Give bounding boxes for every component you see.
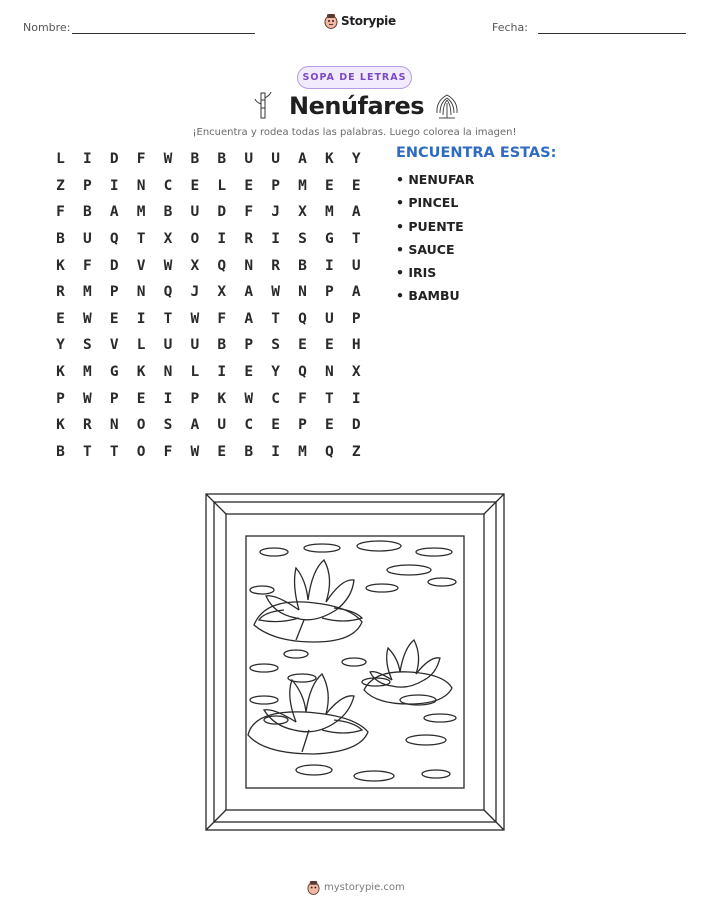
grid-letter[interactable]: L xyxy=(217,177,227,194)
grid-letter[interactable]: B xyxy=(217,337,227,354)
grid-letter[interactable]: C xyxy=(244,417,254,434)
word-item: • BAMBU xyxy=(396,288,460,304)
grid-letter[interactable]: J xyxy=(190,284,200,301)
grid-letter[interactable]: A xyxy=(351,204,361,221)
grid-letter[interactable]: I xyxy=(324,257,334,274)
grid-letter[interactable]: K xyxy=(324,151,334,168)
grid-letter[interactable]: T xyxy=(136,231,146,248)
grid-letter[interactable]: A xyxy=(190,417,200,434)
mascot-icon xyxy=(307,880,320,895)
grid-letter[interactable]: X xyxy=(298,204,307,221)
grid-letter[interactable]: E xyxy=(351,177,361,194)
grid-letter[interactable]: E xyxy=(244,177,254,194)
grid-letter[interactable]: E xyxy=(298,337,307,354)
grid-letter[interactable]: P xyxy=(298,417,307,434)
grid-letter[interactable]: P xyxy=(82,177,92,194)
grid-letter[interactable]: E xyxy=(190,177,200,194)
grid-letter[interactable]: W xyxy=(190,310,200,327)
grid-letter[interactable]: F xyxy=(244,204,254,221)
grid-letter[interactable]: N xyxy=(109,417,119,434)
grid-letter[interactable]: K xyxy=(56,257,65,274)
footer-url[interactable]: mystorypie.com xyxy=(324,882,405,893)
page-title: Nenúfares xyxy=(289,92,425,120)
grid-letter[interactable]: Y xyxy=(56,337,65,354)
grid-letter[interactable]: U xyxy=(244,151,254,168)
grid-letter[interactable]: C xyxy=(163,177,173,194)
grid-letter[interactable]: F xyxy=(298,390,307,407)
grid-letter[interactable]: P xyxy=(271,177,280,194)
date-field-line[interactable] xyxy=(538,33,686,34)
grid-letter[interactable]: E xyxy=(56,310,65,327)
grid-letter[interactable]: M xyxy=(136,204,146,221)
grid-letter[interactable]: A xyxy=(244,310,254,327)
grid-letter[interactable]: G xyxy=(324,231,334,248)
grid-letter[interactable]: Z xyxy=(56,177,65,194)
grid-letter[interactable]: R xyxy=(244,231,254,248)
grid-letter[interactable]: U xyxy=(190,204,200,221)
grid-letter[interactable]: E xyxy=(109,310,119,327)
grid-letter[interactable]: P xyxy=(109,390,119,407)
grid-letter[interactable]: I xyxy=(109,177,119,194)
grid-letter[interactable]: W xyxy=(271,284,280,301)
grid-letter[interactable]: T xyxy=(271,310,280,327)
grid-letter[interactable]: F xyxy=(136,151,146,168)
grid-row xyxy=(47,252,370,279)
grid-letter[interactable]: E xyxy=(324,177,334,194)
grid-row xyxy=(47,412,370,439)
grid-letter[interactable]: B xyxy=(56,231,65,248)
word-item: • NENUFAR xyxy=(396,172,475,187)
grid-letter[interactable]: Q xyxy=(217,257,227,274)
grid-letter[interactable]: O xyxy=(190,231,200,248)
grid-letter[interactable]: Q xyxy=(324,443,334,460)
name-field-line[interactable] xyxy=(72,33,255,34)
grid-letter[interactable]: W xyxy=(82,390,92,407)
name-label: Nombre: xyxy=(23,21,71,34)
grid-letter[interactable]: K xyxy=(56,364,65,381)
grid-letter[interactable]: L xyxy=(56,151,65,168)
grid-letter[interactable]: N xyxy=(324,364,334,381)
grid-letter[interactable]: V xyxy=(109,337,119,354)
grid-letter[interactable]: U xyxy=(163,337,173,354)
grid-letter[interactable]: I xyxy=(217,364,227,381)
grid-letter[interactable]: X xyxy=(163,231,173,248)
brand-name: Storypie xyxy=(341,14,396,28)
grid-letter[interactable]: E xyxy=(324,417,334,434)
grid-letter[interactable]: P xyxy=(244,337,254,354)
grid-letter[interactable]: T xyxy=(351,231,361,248)
word-list-title: ENCUENTRA ESTAS: xyxy=(396,145,557,161)
grid-letter[interactable]: D xyxy=(217,204,227,221)
grid-letter[interactable]: Y xyxy=(351,151,361,168)
grid-letter[interactable]: Q xyxy=(163,284,173,301)
grid-letter[interactable]: B xyxy=(163,204,173,221)
grid-letter[interactable]: F xyxy=(56,204,65,221)
grid-letter[interactable]: T xyxy=(324,390,334,407)
grid-letter[interactable]: L xyxy=(190,364,200,381)
grid-letter[interactable]: Q xyxy=(109,231,119,248)
grid-letter[interactable]: Q xyxy=(298,310,307,327)
grid-letter[interactable]: I xyxy=(136,310,146,327)
grid-letter[interactable]: V xyxy=(136,257,146,274)
grid-letter[interactable]: E xyxy=(136,390,146,407)
mascot-icon xyxy=(324,13,338,29)
grid-letter[interactable]: U xyxy=(271,151,280,168)
willow-tree-icon xyxy=(433,91,461,119)
grid-row xyxy=(47,173,370,200)
grid-letter[interactable]: B xyxy=(82,204,92,221)
grid-letter[interactable]: F xyxy=(217,310,227,327)
grid-letter[interactable]: W xyxy=(82,310,92,327)
grid-letter[interactable]: D xyxy=(109,257,119,274)
grid-letter[interactable]: O xyxy=(136,417,146,434)
grid-letter[interactable]: U xyxy=(324,310,334,327)
grid-letter[interactable]: O xyxy=(136,443,146,460)
grid-letter[interactable]: W xyxy=(190,443,200,460)
grid-letter[interactable]: E xyxy=(217,443,227,460)
grid-row xyxy=(47,332,370,359)
grid-letter[interactable]: E xyxy=(271,417,280,434)
grid-letter[interactable]: I xyxy=(271,231,280,248)
grid-letter[interactable]: G xyxy=(109,364,119,381)
grid-letter[interactable]: I xyxy=(82,151,92,168)
grid-letter[interactable]: T xyxy=(163,310,173,327)
grid-row xyxy=(47,226,370,253)
date-label: Fecha: xyxy=(492,21,528,34)
grid-row xyxy=(47,359,370,386)
grid-letter[interactable]: I xyxy=(271,443,280,460)
grid-letter[interactable]: I xyxy=(163,390,173,407)
activity-badge: SOPA DE LETRAS xyxy=(297,66,412,89)
grid-letter[interactable]: B xyxy=(217,151,227,168)
grid-letter[interactable]: N xyxy=(136,177,146,194)
grid-letter[interactable]: A xyxy=(298,151,307,168)
water-lily-coloring-image xyxy=(204,490,506,832)
grid-letter[interactable]: J xyxy=(271,204,280,221)
grid-letter[interactable]: I xyxy=(351,390,361,407)
grid-letter[interactable]: P xyxy=(351,310,361,327)
grid-letter[interactable]: Q xyxy=(298,364,307,381)
grid-letter[interactable]: P xyxy=(190,390,200,407)
grid-letter[interactable]: X xyxy=(190,257,200,274)
grid-letter[interactable]: A xyxy=(244,284,254,301)
grid-letter[interactable]: B xyxy=(298,257,307,274)
grid-letter[interactable]: X xyxy=(217,284,227,301)
grid-letter[interactable]: Y xyxy=(271,364,280,381)
grid-letter[interactable]: B xyxy=(244,443,254,460)
grid-row xyxy=(47,279,370,306)
word-item: • SAUCE xyxy=(396,241,455,257)
grid-letter[interactable]: F xyxy=(82,257,92,274)
word-search-grid xyxy=(47,146,370,465)
grid-letter[interactable]: T xyxy=(109,443,119,460)
grid-letter[interactable]: K xyxy=(136,364,146,381)
grid-letter[interactable]: W xyxy=(244,390,254,407)
grid-letter[interactable]: K xyxy=(56,417,65,434)
grid-letter[interactable]: L xyxy=(136,337,146,354)
grid-letter[interactable]: M xyxy=(298,177,307,194)
grid-letter[interactable]: U xyxy=(351,257,361,274)
grid-letter[interactable]: Z xyxy=(351,443,361,460)
grid-letter[interactable]: N xyxy=(163,364,173,381)
grid-letter[interactable]: P xyxy=(324,284,334,301)
grid-letter[interactable]: D xyxy=(109,151,119,168)
grid-letter[interactable]: I xyxy=(217,231,227,248)
grid-letter[interactable]: E xyxy=(324,337,334,354)
footer xyxy=(307,880,405,895)
grid-letter[interactable]: R xyxy=(271,257,280,274)
grid-row xyxy=(47,199,370,226)
grid-letter[interactable]: S xyxy=(82,337,92,354)
word-item: • PUENTE xyxy=(396,218,464,234)
grid-row xyxy=(47,385,370,412)
grid-letter[interactable]: K xyxy=(217,390,227,407)
grid-letter[interactable]: F xyxy=(163,443,173,460)
grid-letter[interactable]: S xyxy=(163,417,173,434)
grid-letter[interactable]: M xyxy=(82,364,92,381)
grid-letter[interactable]: C xyxy=(271,390,280,407)
grid-letter[interactable]: A xyxy=(109,204,119,221)
grid-row xyxy=(47,146,370,173)
bamboo-icon xyxy=(254,90,272,120)
grid-letter[interactable]: E xyxy=(244,364,254,381)
word-list xyxy=(396,172,474,312)
storypie-logo xyxy=(324,13,396,29)
grid-letter[interactable]: U xyxy=(82,231,92,248)
grid-row xyxy=(47,439,370,466)
grid-letter[interactable]: R xyxy=(56,284,65,301)
word-item: • IRIS xyxy=(396,265,437,281)
grid-letter[interactable]: M xyxy=(298,443,307,460)
grid-letter[interactable]: S xyxy=(271,337,280,354)
grid-letter[interactable]: P xyxy=(109,284,119,301)
grid-letter[interactable]: U xyxy=(190,337,200,354)
grid-letter[interactable]: N xyxy=(298,284,307,301)
grid-letter[interactable]: D xyxy=(351,417,361,434)
grid-letter[interactable]: N xyxy=(244,257,254,274)
grid-letter[interactable]: A xyxy=(351,284,361,301)
grid-letter[interactable]: W xyxy=(163,151,173,168)
word-item: • PINCEL xyxy=(396,195,459,211)
grid-letter[interactable]: B xyxy=(190,151,200,168)
grid-row xyxy=(47,306,370,333)
grid-letter[interactable]: B xyxy=(56,443,65,460)
grid-letter[interactable]: U xyxy=(217,417,227,434)
instructions: ¡Encuentra y rodea todas las palabras. Luego colorea la imagen! xyxy=(192,127,517,138)
grid-letter[interactable]: M xyxy=(82,284,92,301)
grid-letter[interactable]: N xyxy=(136,284,146,301)
grid-letter[interactable]: S xyxy=(298,231,307,248)
grid-letter[interactable]: R xyxy=(82,417,92,434)
grid-letter[interactable]: M xyxy=(324,204,334,221)
grid-letter[interactable]: T xyxy=(82,443,92,460)
grid-letter[interactable]: P xyxy=(56,390,65,407)
grid-letter[interactable]: W xyxy=(163,257,173,274)
grid-letter[interactable]: H xyxy=(351,337,361,354)
grid-letter[interactable]: X xyxy=(351,364,361,381)
